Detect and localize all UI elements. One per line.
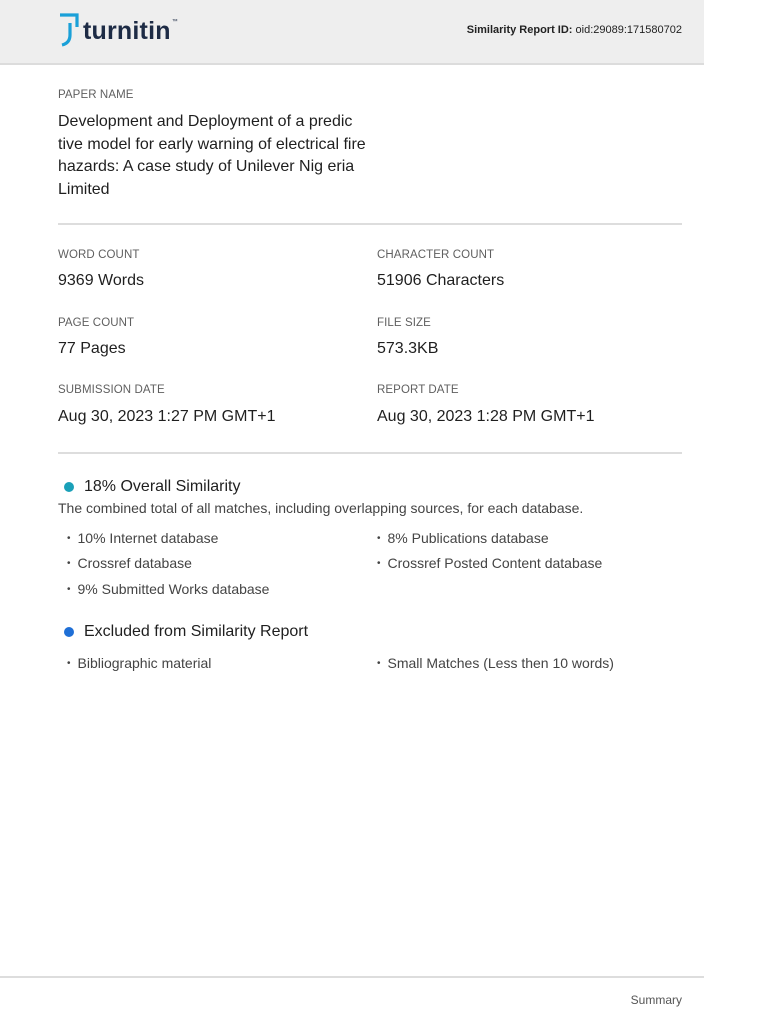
file-size-value: 573.3KB bbox=[377, 340, 439, 357]
footer-summary-label: Summary bbox=[630, 993, 682, 1007]
similarity-description: The combined total of all matches, including overlapping sources, for each database. bbox=[58, 500, 584, 516]
page-count-label: PAGE COUNT bbox=[58, 317, 135, 329]
excluded-item-label: Small Matches (Less then 10 words) bbox=[387, 655, 614, 671]
paper-name-label: PAPER NAME bbox=[58, 89, 134, 101]
report-id-label: Similarity Report ID: bbox=[466, 24, 573, 36]
excluded-dot-icon bbox=[64, 627, 74, 637]
similarity-item-label: Crossref Posted Content database bbox=[387, 555, 603, 571]
divider bbox=[58, 452, 682, 454]
similarity-item-label: Crossref database bbox=[77, 555, 192, 571]
similarity-report-id bbox=[467, 24, 682, 36]
character-count-value: 51906 Characters bbox=[377, 272, 505, 289]
submission-date-label: SUBMISSION DATE bbox=[58, 384, 165, 396]
divider bbox=[58, 223, 682, 225]
similarity-item bbox=[67, 530, 218, 546]
logo-trademark: ™ bbox=[171, 19, 178, 25]
file-size-label: FILE SIZE bbox=[377, 317, 431, 329]
similarity-item bbox=[377, 555, 602, 571]
excluded-item bbox=[377, 655, 614, 671]
character-count-label: CHARACTER COUNT bbox=[377, 249, 495, 261]
overall-similarity-title: 18% Overall Similarity bbox=[84, 478, 241, 495]
bullet-icon: • bbox=[67, 532, 71, 544]
report-header bbox=[0, 0, 704, 65]
excluded-title: Excluded from Similarity Report bbox=[84, 623, 309, 640]
report-id-value: oid:29089:171580702 bbox=[575, 24, 682, 36]
bullet-icon: • bbox=[377, 657, 381, 669]
logo-wordmark: turnitin bbox=[83, 17, 171, 45]
overall-similarity-heading bbox=[64, 478, 240, 496]
similarity-item bbox=[67, 555, 192, 571]
page-count-value: 77 Pages bbox=[58, 340, 126, 357]
similarity-item-label: 9% Submitted Works database bbox=[77, 581, 270, 597]
similarity-item bbox=[67, 581, 269, 597]
report-date-label: REPORT DATE bbox=[377, 384, 459, 396]
turnitin-logo bbox=[58, 13, 178, 49]
excluded-heading bbox=[64, 623, 308, 641]
similarity-item-label: 10% Internet database bbox=[77, 530, 219, 546]
bullet-icon: • bbox=[67, 583, 71, 595]
excluded-item-label: Bibliographic material bbox=[77, 655, 212, 671]
word-count-label: WORD COUNT bbox=[58, 249, 140, 261]
bullet-icon: • bbox=[67, 657, 71, 669]
similarity-item-label: 8% Publications database bbox=[387, 530, 549, 546]
submission-date-value: Aug 30, 2023 1:27 PM GMT+1 bbox=[58, 408, 276, 425]
footer-divider bbox=[0, 976, 704, 978]
bullet-icon: • bbox=[67, 557, 71, 569]
bullet-icon: • bbox=[377, 532, 381, 544]
report-date-value: Aug 30, 2023 1:28 PM GMT+1 bbox=[377, 408, 595, 425]
word-count-value: 9369 Words bbox=[58, 272, 144, 289]
turnitin-logo-icon bbox=[58, 13, 80, 49]
bullet-icon: • bbox=[377, 557, 381, 569]
excluded-item bbox=[67, 655, 211, 671]
paper-title: Development and Deployment of a predic tive model for early warning of electrical fire hazards: A case study of Unilever Nig eria Limited bbox=[58, 113, 366, 198]
similarity-dot-icon bbox=[64, 482, 74, 492]
similarity-item bbox=[377, 530, 549, 546]
